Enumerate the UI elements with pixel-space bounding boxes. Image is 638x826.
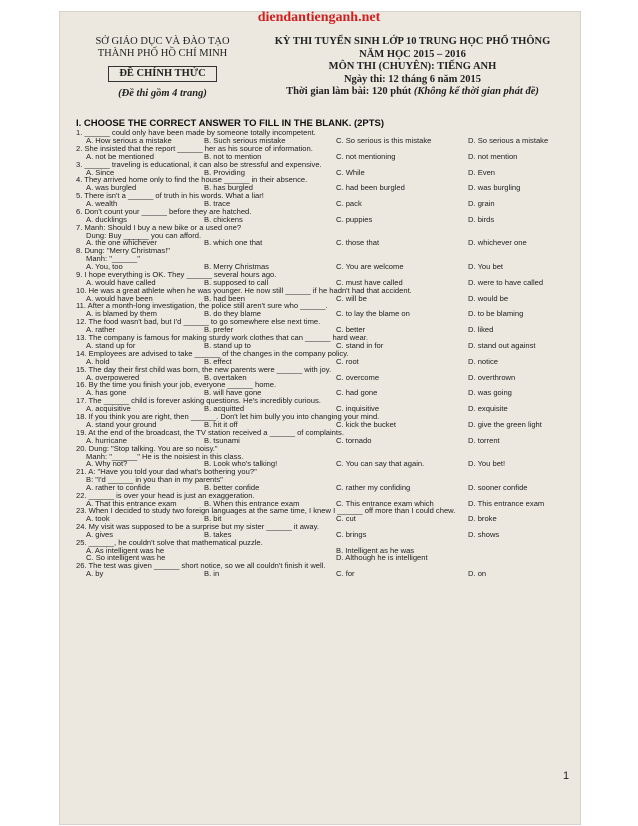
question-item xyxy=(76,366,576,382)
question-item xyxy=(76,224,576,248)
option: A. As intelligent was he xyxy=(86,545,165,555)
option: A. would have been xyxy=(86,293,153,303)
option: B. not to mention xyxy=(204,151,262,161)
question-item xyxy=(76,161,576,177)
option: C. So intelligent was he xyxy=(86,553,166,563)
option: C. tornado xyxy=(336,435,372,445)
option: D. broke xyxy=(468,514,497,524)
question-stem: 22. ______ is over your head is just an exaggeration. xyxy=(76,490,255,500)
page-number: 1 xyxy=(563,770,570,782)
option: C. You can say that again. xyxy=(336,459,425,469)
option: D. shows xyxy=(468,530,500,540)
option: B. overtaken xyxy=(204,372,247,382)
option: D. So serious a mistake xyxy=(468,136,549,145)
option: A. hold xyxy=(86,356,110,366)
option: A. You, too xyxy=(86,261,123,271)
question-stem: 14. Employees are advised to take ______ of the changes in the company policy. xyxy=(76,348,349,358)
question-subline: Manh: "______" xyxy=(86,254,140,264)
option: D. This entrance exam xyxy=(468,498,545,508)
option: B. tsunami xyxy=(204,435,240,445)
option: A. wealth xyxy=(86,199,118,209)
question-item xyxy=(76,192,576,208)
option: D. stand out against xyxy=(468,340,536,350)
option: C. kick the bucket xyxy=(336,419,396,429)
option: D. liked xyxy=(468,325,494,335)
exam-title: KỲ THI TUYỂN SINH LỚP 10 TRUNG HỌC PHỔ THÔNG xyxy=(274,36,551,47)
question-item xyxy=(76,429,576,445)
option: C. This entrance exam which xyxy=(336,498,434,508)
question-stem: 5. There isn't a ______ of truth in his words. What a liar! xyxy=(76,191,264,201)
question-stem: 13. The company is famous for making sturdy work clothes that can ______ hard wear. xyxy=(76,332,368,342)
question-stem: 20. Dung: "Stop talking. You are so noisy." xyxy=(76,443,218,453)
option: D. You bet xyxy=(468,261,504,271)
option: C. for xyxy=(336,569,355,579)
question-item xyxy=(76,445,576,469)
option: A. took xyxy=(86,514,110,524)
option: A. hurricane xyxy=(86,435,127,445)
option: D. Although he is intelligent xyxy=(336,553,428,563)
question-stem: 24. My visit was supposed to be a surprise but my sister ______ it away. xyxy=(76,522,319,532)
option: D. exquisite xyxy=(468,404,508,414)
option: D. were to have called xyxy=(468,277,544,287)
option: B. do they blame xyxy=(204,309,261,319)
option: A. the one whichever xyxy=(86,238,157,248)
option: A. stand your ground xyxy=(86,419,157,429)
option: D. grain xyxy=(468,199,495,209)
option: C. overcome xyxy=(336,372,380,382)
question-item xyxy=(76,397,576,413)
question-stem: 25. ______, he couldn't solve that mathematical puzzle. xyxy=(76,537,263,547)
site-watermark: diendantienganh.net xyxy=(257,10,381,25)
question-stem: 9. I hope everything is OK. They ______ several hours ago. xyxy=(76,269,277,279)
option: A. acquisitive xyxy=(86,404,131,414)
option: B. better confide xyxy=(204,482,260,492)
option: D. Even xyxy=(468,167,496,177)
question-subline: Dung: Buy ______ you can afford. xyxy=(86,230,202,240)
option: A. Why not? xyxy=(86,459,128,469)
option: D. not mention xyxy=(468,151,518,161)
option: A. gives xyxy=(86,530,114,540)
exam-title-block xyxy=(255,36,570,99)
option: D. overthrown xyxy=(468,372,516,382)
question-item xyxy=(76,129,576,145)
option: C. You are welcome xyxy=(336,261,404,271)
option: B. When this entrance exam xyxy=(204,498,300,508)
question-stem: 3. ______ traveling is educational, it can also be stressful and expensive. xyxy=(76,159,322,169)
option: B. chickens xyxy=(204,214,243,224)
option: B. has burgled xyxy=(204,183,253,193)
option: D. to be blaming xyxy=(468,309,524,319)
question-stem: 6. Don't count your ______ before they are hatched. xyxy=(76,206,252,216)
question-list xyxy=(76,129,576,578)
option: D. notice xyxy=(468,356,498,366)
question-stem: 18. If you think you are right, then ______. Don't let him bully you into changing your mind. xyxy=(76,411,380,421)
question-stem: 1. ______ could only have been made by someone totally incompetent. xyxy=(76,128,316,137)
option: D. on xyxy=(468,569,487,579)
option: C. brings xyxy=(336,530,367,540)
option: D. would be xyxy=(468,293,509,303)
option: B. Providing xyxy=(204,167,245,177)
option: B. had been xyxy=(204,293,245,303)
question-item xyxy=(76,271,576,287)
exam-header xyxy=(70,36,570,108)
option: A. by xyxy=(86,569,104,579)
option: B. Merry Christmas xyxy=(204,261,269,271)
question-item xyxy=(76,208,576,224)
option: C. inquisitive xyxy=(336,404,380,414)
option: B. bit xyxy=(204,514,222,524)
option: D. You bet! xyxy=(468,459,506,469)
question-stem: 23. When I decided to study two foreign languages at the same time, I knew I ______ off more than I could chew. xyxy=(76,506,456,516)
option: A. was burgled xyxy=(86,183,137,193)
school-year: NĂM HỌC 2015 – 2016 xyxy=(359,48,466,60)
option: C. pack xyxy=(336,199,362,209)
option: C. stand in for xyxy=(336,340,384,350)
option: C. So serious is this mistake xyxy=(336,136,432,145)
question-subline: Manh: "______" He is the noisiest in this class. xyxy=(86,451,244,461)
option: A. has gone xyxy=(86,388,127,398)
question-stem: 8. Dung: "Merry Christmas!" xyxy=(76,246,171,256)
option: C. cut xyxy=(336,514,356,524)
option: C. root xyxy=(336,356,359,366)
option: A. stand up for xyxy=(86,340,136,350)
option: C. rather my confiding xyxy=(336,482,411,492)
question-stem: 11. After a month-long investigation, the police still aren't sure who ______. xyxy=(76,301,328,311)
question-item xyxy=(76,468,576,492)
option: A. That this entrance exam xyxy=(86,498,177,508)
page-count-note: (Đề thi gồm 4 trang) xyxy=(118,88,207,99)
option: D. whichever one xyxy=(468,238,527,248)
option: B. in xyxy=(204,569,220,579)
question-item xyxy=(76,176,576,192)
option: D. give the green light xyxy=(468,419,542,429)
option: D. birds xyxy=(468,214,495,224)
option: D. torrent xyxy=(468,435,500,445)
question-item xyxy=(76,562,576,578)
question-item xyxy=(76,539,576,563)
option: B. Such serious mistake xyxy=(204,136,286,145)
option: A. overpowered xyxy=(86,372,140,382)
question-item xyxy=(76,334,576,350)
question-stem: 15. The day their first child was born, the new parents were ______ with joy. xyxy=(76,364,332,374)
exam-duration: Thời gian làm bài: 120 phút (Không kể thời gian phát đề) xyxy=(286,86,539,97)
section-heading: I. CHOOSE THE CORRECT ANSWER TO FILL IN THE BLANK. (2PTS) xyxy=(76,118,385,129)
question-stem: 21. A: "Have you told your dad what's bothering you?" xyxy=(76,467,257,477)
option: A. ducklings xyxy=(86,214,127,224)
question-item xyxy=(76,523,576,539)
question-item xyxy=(76,302,576,318)
option: D. was going xyxy=(468,388,512,398)
option: B. supposed to call xyxy=(204,277,269,287)
option: C. had gone xyxy=(336,388,378,398)
option: A. not be mentioned xyxy=(86,151,154,161)
option: C. better xyxy=(336,325,366,335)
option: B. trace xyxy=(204,199,231,209)
issuer-block xyxy=(70,36,255,100)
question-stem: 16. By the time you finish your job, everyone ______ home. xyxy=(76,380,277,390)
option: B. stand up to xyxy=(204,340,251,350)
option: C. those that xyxy=(336,238,380,248)
option: A. would have called xyxy=(86,277,156,287)
option: A. rather xyxy=(86,325,116,335)
option: A. Since xyxy=(86,167,115,177)
option: B. effect xyxy=(204,356,232,366)
option: C. will be xyxy=(336,293,367,303)
question-stem: 17. The ______ child is forever asking questions. He's incredibly curious. xyxy=(76,396,321,406)
question-stem: 7. Manh: Should I buy a new bike or a used one? xyxy=(76,222,242,232)
question-item xyxy=(76,350,576,366)
option: C. not mentioning xyxy=(336,151,396,161)
question-item xyxy=(76,413,576,429)
question-item xyxy=(76,247,576,271)
question-item xyxy=(76,381,576,397)
option: C. puppies xyxy=(336,214,373,224)
issuer-line-2: THÀNH PHỐ HỒ CHÍ MINH xyxy=(97,48,228,59)
option: B. will have gone xyxy=(204,388,262,398)
question-stem: 10. He was a great athlete when he was younger. He now still ______ if he hadn't had that accident. xyxy=(76,285,412,295)
option: B. acquitted xyxy=(204,404,245,414)
question-stem: 19. At the end of the broadcast, the TV station received a ______ of complaints. xyxy=(76,427,344,437)
question-item xyxy=(76,507,576,523)
question-item xyxy=(76,492,576,508)
question-stem: 2. She insisted that the report ______ her as his source of information. xyxy=(76,143,313,153)
question-stem: 26. The test was given ______ short notice, so we all couldn't finish it well. xyxy=(76,561,326,571)
option: B. takes xyxy=(204,530,232,540)
issuer-line-1: SỞ GIÁO DỤC VÀ ĐÀO TẠO xyxy=(95,36,230,47)
option: A. How serious a mistake xyxy=(86,136,172,145)
option: B. Look who's talking! xyxy=(204,459,278,469)
option: C. had been burgled xyxy=(336,183,405,193)
option: A. is blamed by them xyxy=(86,309,157,319)
option: B. prefer xyxy=(204,325,234,335)
official-badge: ĐỀ CHÍNH THỨC xyxy=(108,66,216,82)
option: C. While xyxy=(336,167,365,177)
option: B. which one that xyxy=(204,238,263,248)
exam-subject: MÔN THI (CHUYÊN): TIẾNG ANH xyxy=(328,61,497,72)
question-item xyxy=(76,318,576,334)
option: B. hit it off xyxy=(204,419,238,429)
option: B. Intelligent as he was xyxy=(336,545,415,555)
option: A. rather to confide xyxy=(86,482,151,492)
question-item xyxy=(76,287,576,303)
exam-date: Ngày thi: 12 tháng 6 năm 2015 xyxy=(343,73,482,85)
question-stem: 12. The food wasn't bad, but I'd ______ to go somewhere else next time. xyxy=(76,317,321,327)
question-stem: 4. They arrived home only to find the house ______ in their absence. xyxy=(76,175,308,185)
question-subline: B: "I'd ______ in you than in my parents" xyxy=(86,475,223,485)
option: C. to lay the blame on xyxy=(336,309,410,319)
option: D. was burgling xyxy=(468,183,521,193)
option: D. sooner confide xyxy=(468,482,528,492)
option: C. must have called xyxy=(336,277,403,287)
question-item xyxy=(76,145,576,161)
